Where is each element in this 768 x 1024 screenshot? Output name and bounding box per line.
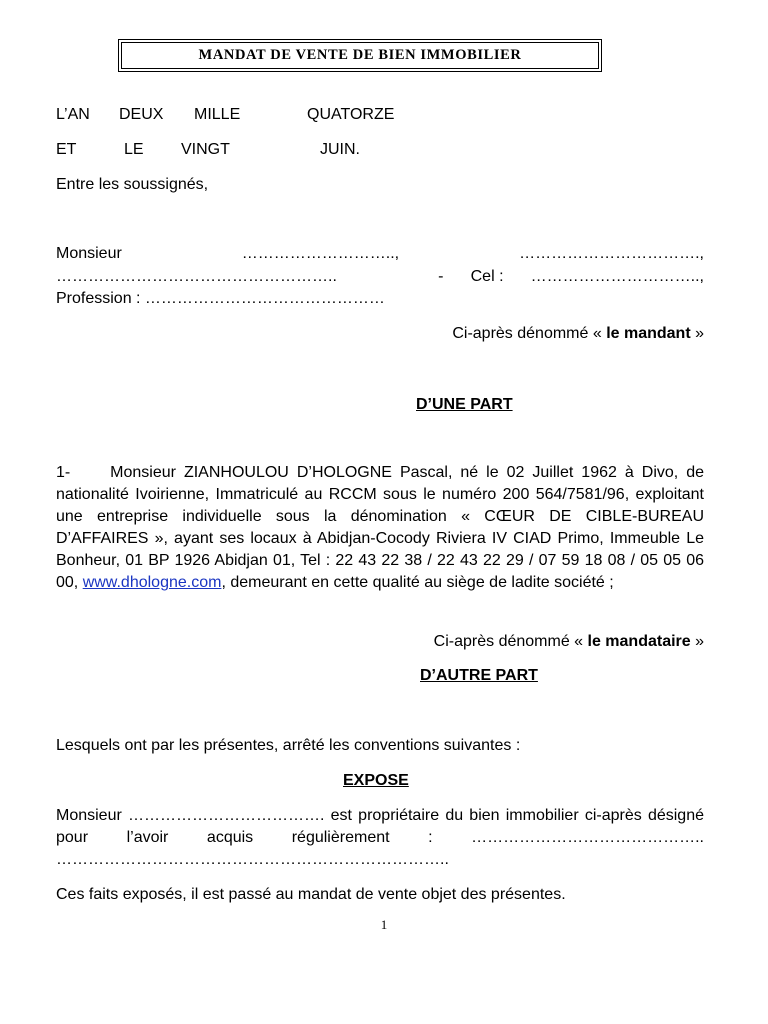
designation-term: le mandataire xyxy=(587,633,691,650)
mandataire-text-end: , demeurant en cette qualité au siège de ladite société ; xyxy=(221,574,614,591)
conventions-text: Lesquels ont par les présentes, arrêté les conventions suivantes : xyxy=(56,737,521,754)
expose-heading: EXPOSE xyxy=(343,772,409,789)
date-word: QUATORZE xyxy=(307,106,395,123)
mandant-address-blank: ……………………………., xyxy=(519,245,704,262)
mandant-civility: Monsieur xyxy=(56,245,122,262)
autre-part-heading: D’AUTRE PART xyxy=(420,667,538,684)
mandant-cel-label: Cel : xyxy=(470,268,504,285)
mandataire-text: 1- Monsieur ZIANHOULOU D’HOLOGNE Pascal, né le 02 Juillet 1962 à Divo, de nationalité Ivoirienne, Immatriculé au RCCM sous le numéro 200 564/7581/96, exploitant une entreprise individuelle sous la dénomination « CŒUR DE CIBLE-BUREAU D’AFFAIRES », ayant ses locaux à Abidjan-Cocody Riviera IV CIAD Primo, Immeuble Le Bonheur, 01 BP 1926 Abidjan 01, Tel : 22 43 22 38 / 22 43 22 29 / 07 59 18 08 / 05 05 06 00, xyxy=(56,464,704,591)
date-word: L’AN xyxy=(56,106,90,123)
date-word: DEUX xyxy=(119,106,164,123)
designation-term: le mandant xyxy=(606,325,691,342)
entre-les-soussignes: Entre les soussignés, xyxy=(56,176,209,193)
designation-suffix: » xyxy=(690,633,704,650)
designation-prefix: Ci-après dénommé « xyxy=(452,325,607,342)
designation-prefix: Ci-après dénommé « xyxy=(433,633,588,650)
page-number: 1 xyxy=(380,917,388,932)
document-title: MANDAT DE VENTE DE BIEN IMMOBILIER xyxy=(121,42,599,69)
date-word: LE xyxy=(124,141,144,158)
website-link[interactable]: www.dhologne.com xyxy=(82,574,222,591)
mandataire-paragraph xyxy=(56,462,704,594)
closing-text: Ces faits exposés, il est passé au mandat de vente objet des présentes. xyxy=(56,886,566,903)
mandant-separator: - xyxy=(438,268,444,285)
mandataire-designation xyxy=(434,631,704,653)
date-word: ET xyxy=(56,141,77,158)
designation-suffix: » xyxy=(690,325,704,342)
une-part-heading: D’UNE PART xyxy=(416,396,513,413)
date-word: JUIN. xyxy=(320,141,360,158)
mandant-row-2 xyxy=(56,266,704,288)
expose-text: Monsieur ………………………………. est propriétaire du bien immobilier ci-après désigné pour l’avoir acquis régulièrement : …………………………………….. ……………………………………………………………….. xyxy=(56,807,704,868)
mandant-details-blank: …………………………………………….. xyxy=(56,268,337,285)
mandant-profession: Profession : ……………………………………… xyxy=(56,290,385,307)
date-word: VINGT xyxy=(181,141,230,158)
mandant-name-blank: ……………………….., xyxy=(241,245,400,262)
title-frame xyxy=(118,39,602,72)
date-word: MILLE xyxy=(194,106,241,123)
mandant-designation xyxy=(452,323,704,345)
mandant-row-1 xyxy=(56,243,704,265)
mandant-cel-blank: ………………………….., xyxy=(530,268,704,285)
